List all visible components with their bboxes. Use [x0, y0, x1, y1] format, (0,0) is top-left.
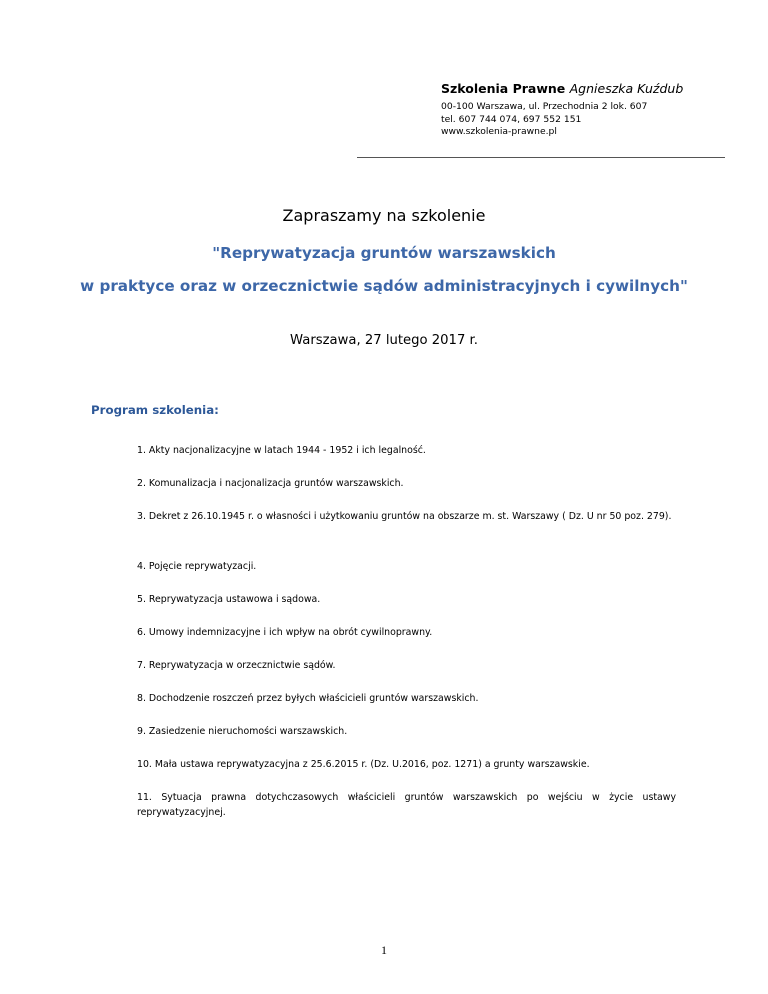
phone-numbers: tel. 607 744 074, 697 552 151: [441, 113, 582, 125]
website: www.szkolenia-prawne.pl: [441, 126, 557, 138]
program-item: 1. Akty nacjonalizacyjne w latach 1944 - 1952 i ich legalność.: [137, 445, 426, 456]
program-item: 3. Dekret z 26.10.1945 r. o własności i użytkowaniu gruntów na obszarze m. st. Warszawy ( Dz. U nr 50 poz. 279).: [137, 511, 672, 522]
program-item: 6. Umowy indemnizacyjne i ich wpływ na obrót cywilnoprawny.: [137, 627, 433, 638]
place-and-date: Warszawa, 27 lutego 2017 r.: [290, 333, 478, 348]
program-item: 7. Reprywatyzacja w orzecznictwie sądów.: [137, 660, 336, 671]
invitation-text: Zapraszamy na szkolenie: [282, 206, 486, 225]
letterhead: [441, 80, 683, 139]
program-item: 8. Dochodzenie roszczeń przez byłych właścicieli gruntów warszawskich.: [137, 693, 479, 704]
program-item: 2. Komunalizacja i nacjonalizacja gruntów warszawskich.: [137, 478, 404, 489]
contact-details: [441, 101, 683, 139]
organization-name: [441, 80, 683, 97]
page-number: 1: [381, 943, 387, 957]
training-title-line-2: w praktyce oraz w orzecznictwie sądów administracyjnych i cywilnych": [80, 277, 688, 295]
program-item: 5. Reprywatyzacja ustawowa i sądowa.: [137, 594, 321, 605]
program-item: 4. Pojęcie reprywatyzacji.: [137, 561, 257, 572]
header-divider: [357, 157, 725, 158]
organization-name-bold: Szkolenia Prawne: [441, 81, 566, 96]
program-heading: Program szkolenia:: [91, 403, 219, 417]
address: 00-100 Warszawa, ul. Przechodnia 2 lok. 607: [441, 101, 648, 112]
program-item: 9. Zasiedzenie nieruchomości warszawskich.: [137, 726, 348, 737]
program-item: 11. Sytuacja prawna dotychczasowych właścicieli gruntów warszawskich po wejściu w życie ustawy reprywatyzacyjnej.: [137, 792, 676, 818]
organization-owner-name: Agnieszka Kuźdub: [569, 81, 684, 96]
program-item: 10. Mała ustawa reprywatyzacyjna z 25.6.2015 r. (Dz. U.2016, poz. 1271) a grunty warszawskie.: [137, 759, 590, 770]
training-title-line-1: "Reprywatyzacja gruntów warszawskich: [212, 244, 556, 262]
